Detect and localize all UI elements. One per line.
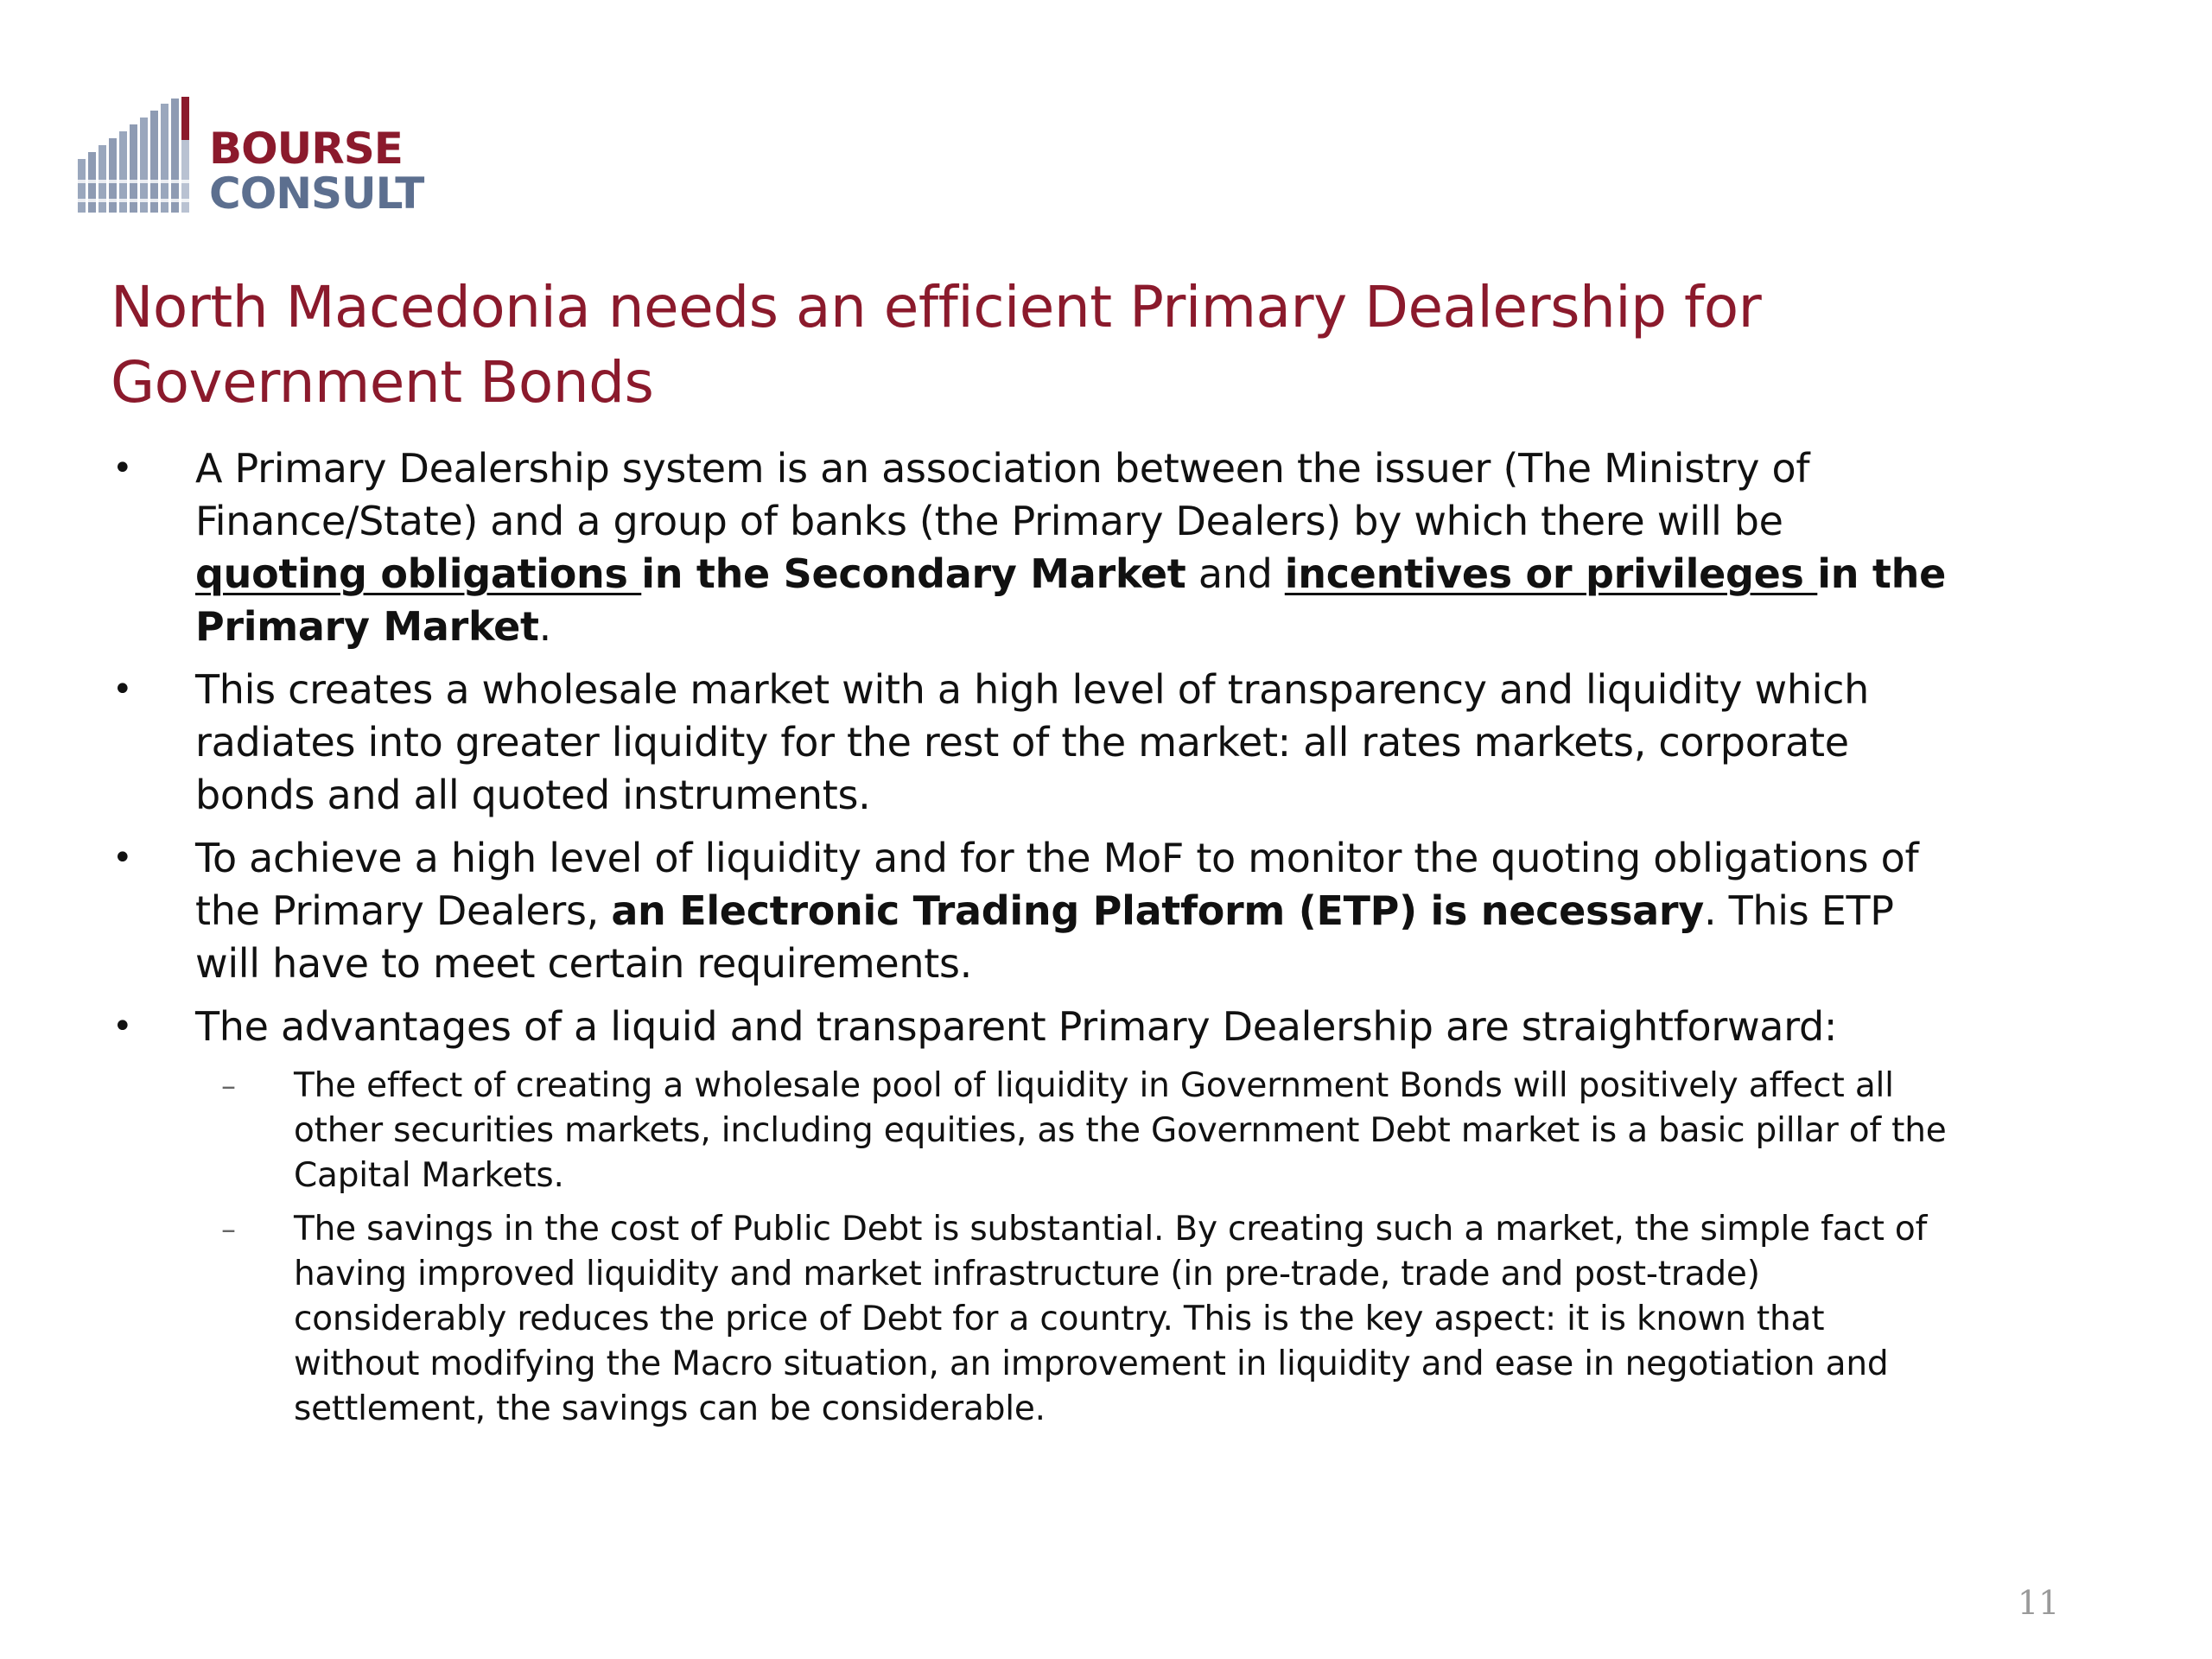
emphasis-secondary-market: in the Secondary Market xyxy=(641,550,1186,597)
bullet-etp-necessary xyxy=(111,832,1951,990)
logo-text-bourse: BOURSE xyxy=(209,124,403,174)
bullet-marker: • xyxy=(112,670,133,709)
subitem-public-debt-savings xyxy=(111,1207,1951,1432)
bullet-list xyxy=(111,442,1951,1440)
bullet-marker: • xyxy=(112,838,133,878)
bullet-text-end: . This ETP will have to meet certain requirements. xyxy=(195,887,1894,987)
bullet-wholesale-market xyxy=(111,664,1951,822)
bullet-text: The advantages of a liquid and transparent Primary Dealership are straightforward: xyxy=(195,1003,1838,1050)
emphasis-etp: an Electronic Trading Platform (ETP) is necessary xyxy=(611,887,1704,934)
bullet-advantages xyxy=(111,1001,1951,1053)
bar-chart-logo-icon xyxy=(78,97,194,213)
sub-bullet-marker: – xyxy=(221,1212,236,1247)
subitem-text: The savings in the cost of Public Debt is substantial. By creating such a market, the simple fact of having improved liquidity and market infrastructure (in pre-trade, trade and post-trade) considerably reduces the price of Debt for a country. This is the key aspect: it is known that without modifying the Macro situation, an improvement in liquidity and ease in negotiation and settlement, the savings can be considerable. xyxy=(294,1210,1928,1428)
bullet-primary-dealership-definition xyxy=(111,442,1951,653)
subitem-text: The effect of creating a wholesale pool of liquidity in Government Bonds will positively affect all other securities markets, including equities, as the Government Debt market is a basic pillar of the Capital Markets. xyxy=(294,1066,1947,1195)
bullet-text: This creates a wholesale market with a high level of transparency and liquidity which radiates into greater liquidity for the rest of the market: all rates markets, corporate bonds and all quoted instruments. xyxy=(195,666,1870,818)
emphasis-quoting-obligations: quoting obligations xyxy=(195,550,642,597)
bullet-text: To achieve a high level of liquidity and for the MoF to monitor the quoting obligations of the Primary Dealers, xyxy=(195,835,1919,934)
logo-text-consult: CONSULT xyxy=(209,168,424,219)
emphasis-primary-market: in the Primary Market xyxy=(195,550,1946,650)
page-number: 11 xyxy=(2018,1584,2060,1622)
logo-wordmark xyxy=(209,124,424,219)
subitem-wholesale-pool xyxy=(111,1064,1951,1198)
bourse-consult-logo xyxy=(78,97,423,218)
bullet-text-and: and xyxy=(1185,550,1285,597)
slide-title: North Macedonia needs an efficient Primary Dealership for Government Bonds xyxy=(111,274,1762,416)
bullet-marker: • xyxy=(112,448,133,488)
bullet-text-end: . xyxy=(538,603,551,650)
bullet-marker: • xyxy=(112,1007,133,1046)
bullet-text: A Primary Dealership system is an association between the issuer (The Ministry of Finance/State) and a group of banks (the Primary Dealers) by which there will be xyxy=(195,445,1810,544)
sub-bullet-marker: – xyxy=(221,1069,236,1103)
emphasis-incentives: incentives or privileges xyxy=(1284,550,1818,597)
